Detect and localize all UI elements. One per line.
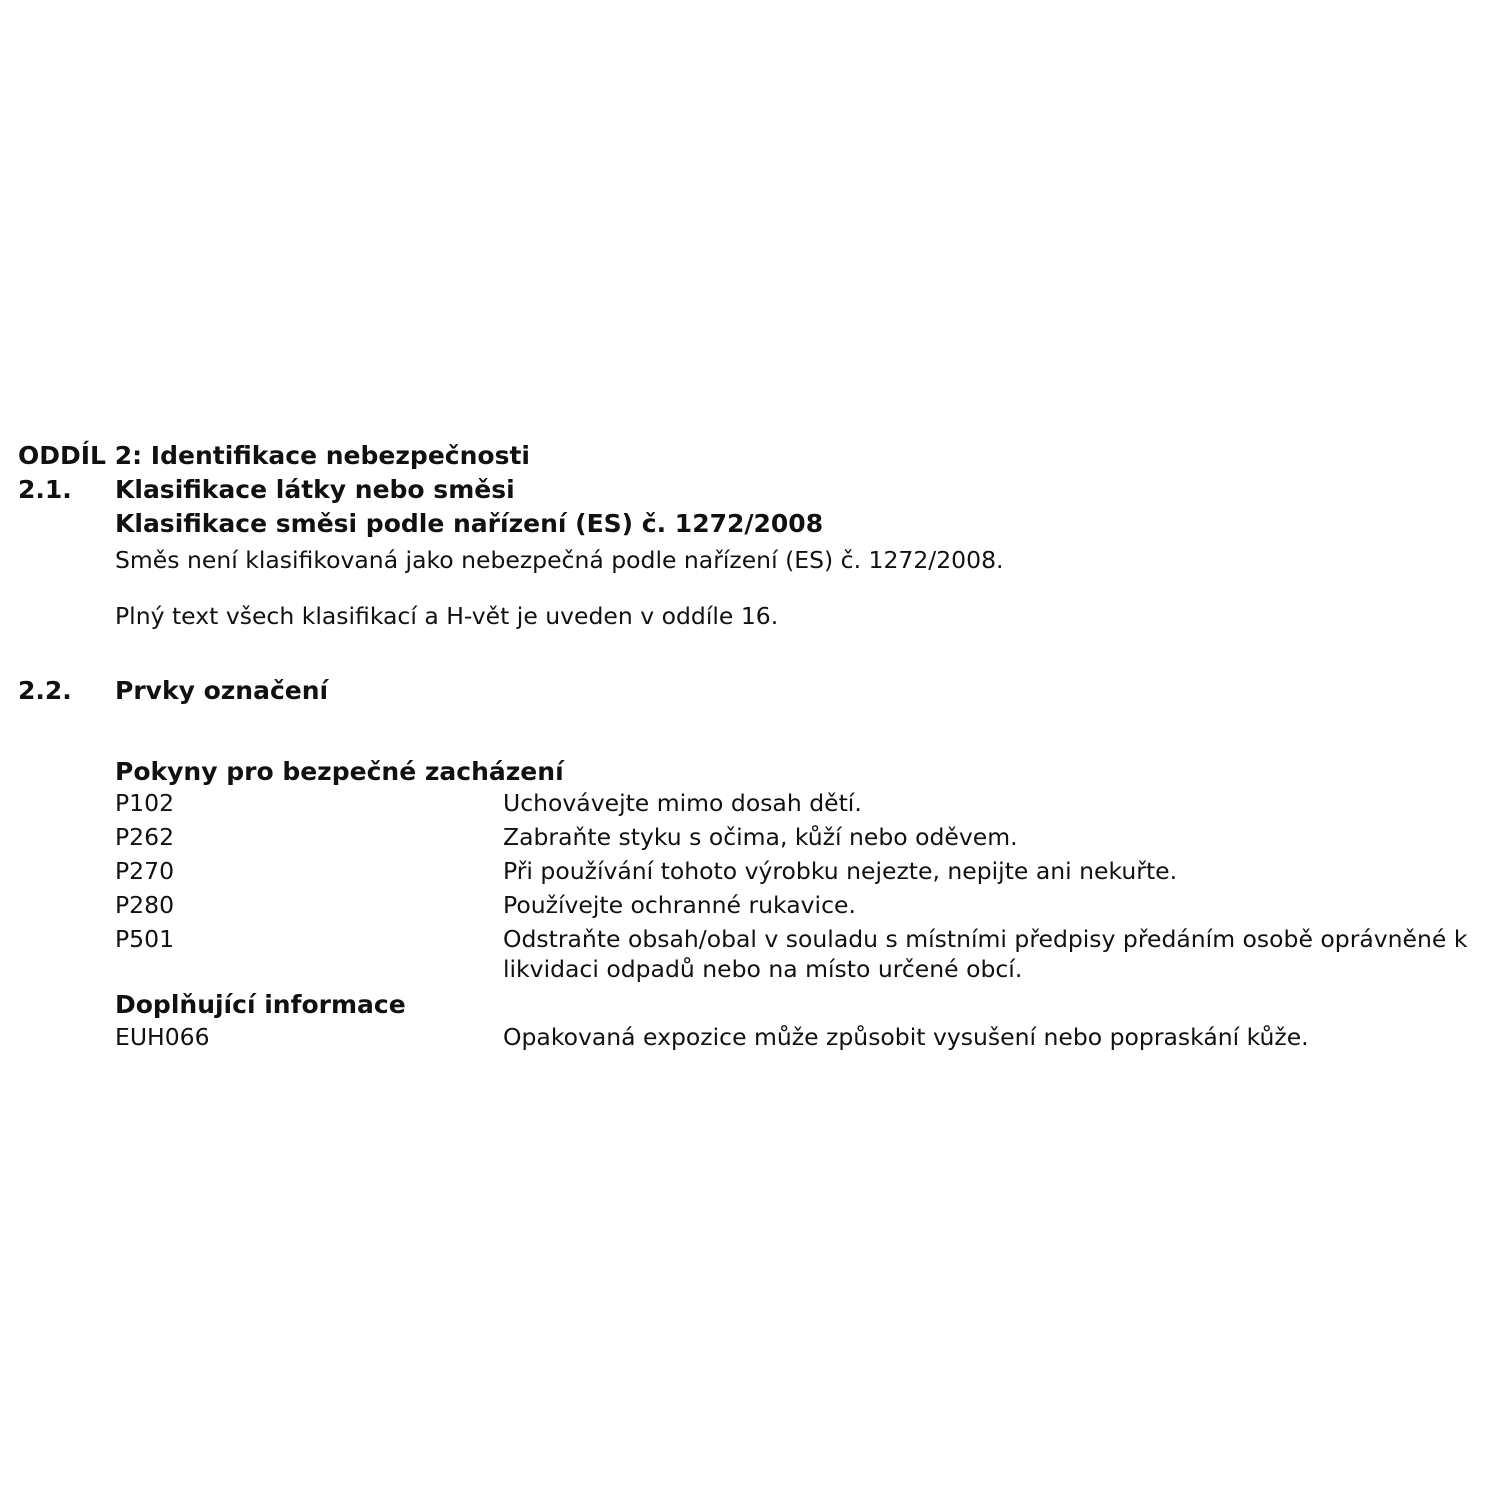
subsection-2-1-number: 2.1. xyxy=(18,475,72,504)
precaution-text: Uchovávejte mimo dosah dětí. xyxy=(503,789,862,817)
classification-text: Směs není klasifikovaná jako nebezpečná podle nařízení (ES) č. 1272/2008. xyxy=(115,546,1004,574)
precaution-text: Zabraňte styku s očima, kůží nebo oděvem. xyxy=(503,823,1018,851)
classification-subtitle: Klasifikace směsi podle nařízení (ES) č. 1272/2008 xyxy=(115,509,824,538)
precaution-code: P262 xyxy=(115,823,175,851)
supplementary-heading: Doplňující informace xyxy=(115,990,406,1019)
subsection-2-2-title: Prvky označení xyxy=(115,676,329,705)
precautions-heading: Pokyny pro bezpečné zacházení xyxy=(115,757,564,786)
subsection-2-1-title: Klasifikace látky nebo směsi xyxy=(115,475,515,504)
subsection-2-2-number: 2.2. xyxy=(18,676,72,705)
section-heading: ODDÍL 2: Identifikace nebezpečnosti xyxy=(18,441,530,470)
precaution-text: Používejte ochranné rukavice. xyxy=(503,891,856,919)
precaution-text-continuation: likvidaci odpadů nebo na místo určené obcí. xyxy=(503,955,1023,983)
precaution-code: P102 xyxy=(115,789,175,817)
precaution-code: P280 xyxy=(115,891,175,919)
precaution-code: P270 xyxy=(115,857,175,885)
full-text-reference: Plný text všech klasifikací a H-vět je uveden v oddíle 16. xyxy=(115,602,779,630)
precaution-text: Odstraňte obsah/obal v souladu s místními předpisy předáním osobě oprávněné k xyxy=(503,925,1468,953)
precaution-code: P501 xyxy=(115,925,175,953)
supplementary-text: Opakovaná expozice může způsobit vysušení nebo popraskání kůže. xyxy=(503,1023,1309,1051)
precaution-text: Při používání tohoto výrobku nejezte, nepijte ani nekuřte. xyxy=(503,857,1178,885)
supplementary-code: EUH066 xyxy=(115,1023,210,1051)
